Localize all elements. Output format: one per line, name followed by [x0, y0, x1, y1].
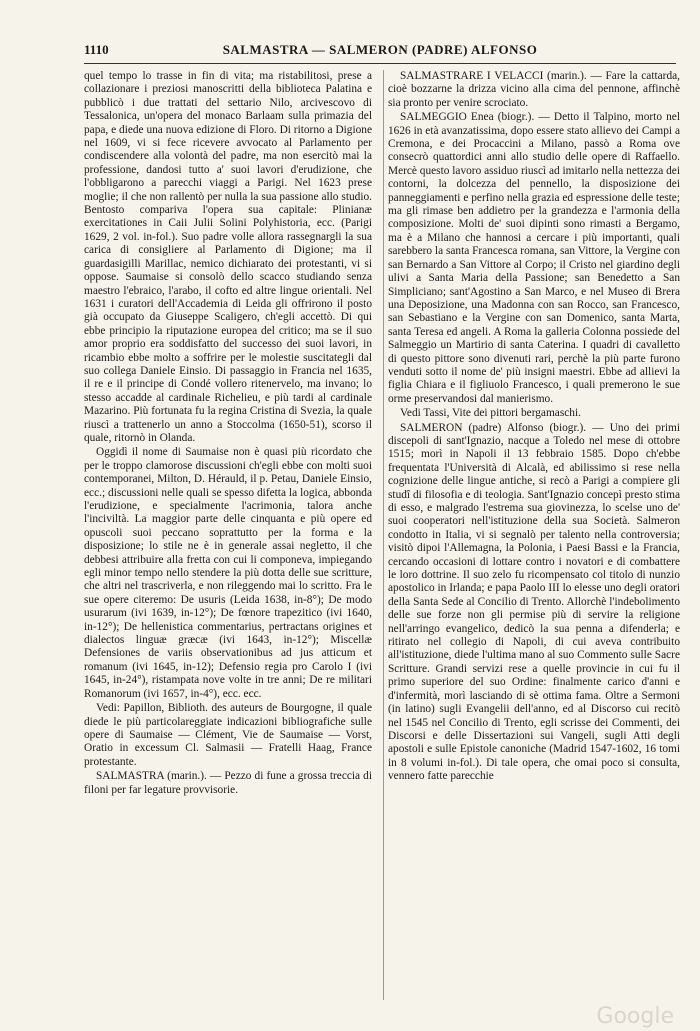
- right-column: [388, 70, 680, 785]
- paragraph-salmeggio-sources: Vedi Tassi, Vite dei pittori bergamaschi.: [400, 407, 581, 420]
- paragraph-saumaise-works: Oggidì il nome di Saumaise non è quasi più ricordato che per le troppo clamorose discussioni ch'egli ebbe con molti suoi contemporanei, Milton, D. Hérauld, il p. Petau, Daniele Einsio, ecc.; discussioni nelle quali se spesso difetta la logica, abbonda l'erudizione, e specialmente l'acrimonia, talora anche l'inciviltà. La maggior parte delle cinquanta e più opere ed opuscoli suoi peccano soprattutto per la forma e la disposizione; lo stile ne è in generale assai negletto, il che debbesi attribuire alla fretta con cui li componeva, impiegando egli minor tempo nello stendere la più dotta delle sue scritture, che altri nel trascriverla, e non rileggendo mai lo scritto. Fra le sue opere citeremo: De usuris (Leida 1638, in-8°); De modo usurarum (ivi 1639, in-12°); De fœnore trapezitico (ivi 1640, in-12°); De hellenistica commentarius, pertractans origines et dialectos linguæ græcæ (ivi 1643, in-12°); Miscellæ Defensiones de variis observationibus ad jus atticum et romanum (ivi 1645, in-12); Defensio regia pro Carolo I (ivi 1645, in-24°), ristampata nove volte in tre anni; De re militari Romanorum (ivi 1657, in-4°), ecc. ecc.: [84, 446, 372, 700]
- watermark: Google: [596, 1004, 674, 1029]
- entry-salmeron: SALMERON (padre) Alfonso (biogr.). — Uno dei primi discepoli di sant'Ignazio, nacque a Toledo nel mese di ottobre 1515; morì in Napoli il 13 febbraio 1585. Dopo ch'ebbe frequentata l'Università di Alcalà, ed abilissimo si rese nella cognizione delle lingue antiche, si recò a Parigi a compiere gli studî di filosofia e di teologia. Sant'Ignazio concepì presto stima di esso, e malgrado l'estrema sua giovinezza, lo scelse uno de' suoi cooperatori nell'istituzione della sua Società. Salmeron condotto in Italia, vi si segnalò per talento nella controversia; visitò dipoi l'Allemagna, la Polonia, i Paesi Bassi e la Francia, cercando occasioni di lottare contro i novatori e di combattere le loro dottrine. Il suo zelo fu ricompensato col titolo di nunzio apostolico in Irlanda; e papa Paolo III lo elesse uno degli oratori della Santa Sede al Concilio di Trento. Allorchè l'indebolimento delle sue forze non gli permise più di servire la religione nell'arringo evangelico, dedicò la sua penna a difenderla; e ritirato nel collegio di Napoli, di cui aveva contribuito all'istituzione, diede l'ultima mano al suo Commento sulle Sacre Scritture. Grandi servizi rese a quelle provincie in cui fu il primo superiore del suo Ordine: finalmente carico d'anni e d'infermità, morì lasciando di sè ottima fama. Oltre a Sermoni (in latino) sugli Evangelii dell'anno, ed al Discorso cui recitò nel 1545 nel Concilio di Trento, egli scrisse dei Commenti, dei Discorsi e delle Dissertazioni sui Vangeli, sugli Atti degli apostoli e sulle Epistole canoniche (Madrid 1547-1602, 16 tomi in 8 volumi in-fol.). Di tale opera, che omai poco si consulta, vennero fatte parecchie: [388, 421, 680, 783]
- paragraph-saumaise-sources: Vedi: Papillon, Biblioth. des auteurs de Bourgogne, il quale diede le più particolareggiate indicazioni bibliografiche sulle opere di Saumaise — Clément, Vie de Saumaise — Vorst, Oratio in excessum Cl. Salmasii — Fratelli Haag, France protestante.: [84, 702, 372, 768]
- entry-salmeggio: SALMEGGIO Enea (biogr.). — Detto il Talpino, morto nel 1626 in età avanzatissima, dopo essere stato allievo dei Campi a Cremona, e dei Procaccini a Milano, passò a Roma ove consecrò quattordici anni allo studio delle opere di Raffaello. Mercè questo lavoro assiduo riuscì ad imitarlo nella nettezza dei contorni, la dolcezza del pennello, la disposizione dei panneggiamenti e perfino nella grazia ed espressione delle teste; ma gli rimase ben addietro per la grandezza e l'armonia della composizione. Molti de' suoi dipinti sono rimasti a Bergamo, ma è a Milano che hannosi a cercare i più importanti, quali sarebbero la santa Francesca romana, san Vittore, la Vergine con san Bernardo a San Vittore al Corpo; il Cristo nel giardino degli ulivi a Santa Maria della Passione; san Benedetto a San Simpliciano; sant'Agostino a San Marco, e nel Museo di Brera una Deposizione, una Madonna con san Rocco, san Francesco, san Sebastiano e la Vergine con san Domenico, santa Marta, santa Teresa ed angeli. A Roma la galleria Colonna possiede del Salmeggio un Martirio di santa Caterina. I quadri di cavalletto di questo pittore sono divenuti rari, perchè la più parte furono venduti sotto il nome de' più insigni maestri. Ebbe ad allievi la figlia Chiara e il figliuolo Francesco, i quali premerono le sue orme preservandosi dal manierismo.: [388, 111, 680, 405]
- entry-salmastrare: SALMASTRARE I VELACCI (marin.). — Fare la cattarda, cioè bozzarne la drizza vicino alla cima del pennone, affinchè sia pronto per venire scrociato.: [388, 70, 680, 109]
- page-header: [84, 42, 676, 64]
- header-rule: [84, 63, 676, 64]
- left-column: [84, 70, 372, 798]
- running-title: SALMASTRA — SALMERON (PADRE) ALFONSO: [222, 42, 538, 57]
- page-number: 1110: [84, 42, 109, 57]
- entry-salmastra: SALMASTRA (marin.). — Pezzo di fune a grossa treccia di filoni per far legature provvisorie.: [84, 770, 372, 796]
- column-divider: [383, 70, 384, 1000]
- paragraph-saumaise-bio-cont: quel tempo lo trasse in fin di vita; ma ristabilitosi, prese a collazionare i preziosi manoscritti della biblioteca Palatina e pubblicò i due trattati del settario Nilo, arcivescovo di Tessalonica, un'opera del monaco Barlaam sulla primazia del papa, e diede una nuova edizione di Floro. Di ritorno a Digione nel 1609, vi si fece ricevere avvocato al Parlamento per condiscendere alla volontà del padre, ma non esercitò mai la professione, dandosi tutto a' suoi lavori d'erudizione, che l'obbligarono a parecchi viaggi a Parigi. Nel 1623 prese moglie; il che non rallentò per nulla la sua passione allo studio. Bentosto compariva l'opera sua capitale: Plinianæ exercitationes in Caii Julii Solini Polyhistoria, ecc. (Parigi 1629, 2 vol. in-fol.). Suo padre volle allora rassegnargli la sua carica di consigliere al Parlamento di Digione; ma il guardasigilli Marillac, nemico dichiarato dei protestanti, vi si oppose. Saumaise si consolò dello scacco studiando senza maestro l'ebraico, l'arabo, il cofto ed altre lingue orientali. Nel 1631 i curatori dell'Accademia di Leida gli offrirono il posto già occupato da Giuseppe Scaligero, ch'egli accettò. Di qui ebbe principio la riputazione europea del critico; ma se il suo amor proprio era soddisfatto del successo dei suoi lavori, in ricambio ebbe molto a soffrire per le molestie suscitategli dal suo collega Daniele Einsio. Di passaggio in Francia nel 1635, il re e il principe di Condé vollero ritenervelo, ma invano; lo stesso accadde al cardinale Richelieu, e più tardi al cardinale Mazarino. Più fortunata fu la regina Cristina di Svezia, la quale riuscì a trattenerlo un anno a Stoccolma (1650-51), scorso il quale, ritornò in Olanda.: [84, 70, 372, 444]
